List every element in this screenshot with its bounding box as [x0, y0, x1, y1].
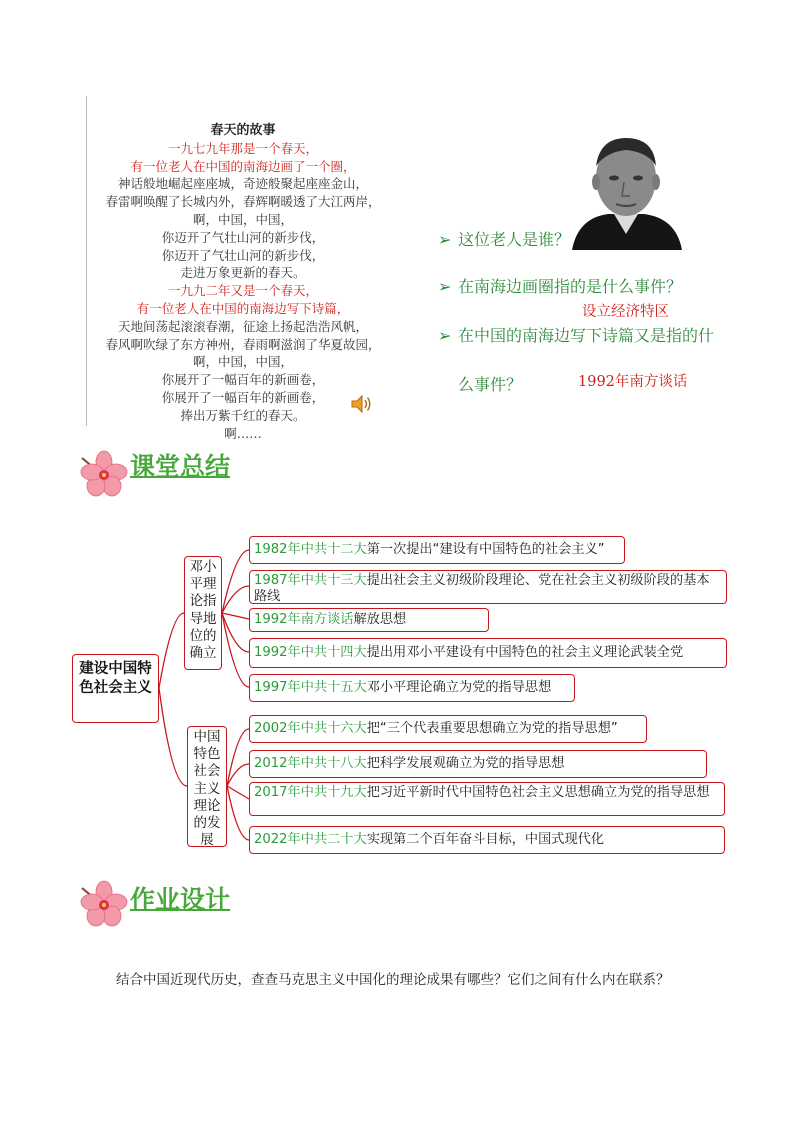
- leaf-event: 2022年中共二十大: [254, 832, 367, 847]
- poem-line: 春雷啊唤醒了长城内外，春辉啊暖透了大江两岸，: [105, 194, 381, 210]
- mindmap-leaf-2022: [249, 826, 725, 854]
- mindmap-leaf-2017: [249, 782, 725, 816]
- mindmap-leaf-1992-south: [249, 608, 489, 632]
- arrow-bullet-icon: ➢: [438, 277, 452, 296]
- leaf-content: 把习近平新时代中国特色社会主义思想确立为党的指导思想: [366, 785, 710, 800]
- homework-text: 结合中国近现代历史，查查马克思主义中国化的理论成果有哪些？它们之间有什么内在联系？: [116, 972, 670, 988]
- question-text: 这位老人是谁？: [458, 230, 571, 249]
- poem-line: 春风啊吹绿了东方神州，春雨啊滋润了华夏故园，: [105, 336, 381, 352]
- mindmap-leaf-1992-14th: [249, 638, 727, 668]
- poem-line: 一九七九年那是一个春天，: [167, 140, 318, 156]
- leaf-event: 1992年南方谈话: [254, 612, 354, 627]
- leaf-event: 1992年中共十四大: [254, 645, 367, 660]
- question-3-continued: 么事件？: [458, 375, 523, 394]
- mindmap-branch-deng-theory: 邓小平理论指导地位的确立: [184, 556, 222, 670]
- section-title-summary: 课堂总结: [130, 452, 231, 481]
- arrow-bullet-icon: ➢: [438, 326, 452, 345]
- leaf-content: 提出用邓小平建设有中国特色的社会主义理论武装全党: [366, 645, 684, 660]
- poem-line: 捧出万紫千红的春天。: [180, 407, 306, 423]
- poem-line: 有一位老人在中国的南海边写下诗篇，: [136, 300, 350, 316]
- leaf-event: 2002年中共十六大: [254, 721, 367, 736]
- arrow-bullet-icon: ➢: [438, 230, 452, 249]
- answer-3: 1992年南方谈话: [578, 374, 688, 390]
- leaf-content: 提出社会主义初级阶段理论、党在社会主义初级阶段的基本路线: [254, 573, 710, 604]
- answer-2: 设立经济特区: [582, 304, 669, 320]
- mindmap-branch-theory-development: 中国特色社会主义理论的发展: [187, 726, 227, 847]
- leaf-content: 解放思想: [353, 612, 407, 627]
- poem-title: 春天的故事: [210, 123, 276, 138]
- leaf-event: 1987年中共十三大: [254, 573, 367, 588]
- poem-line: 你迈开了气壮山河的新步伐，: [161, 229, 325, 245]
- leaf-event: 1997年中共十五大: [254, 680, 367, 695]
- mindmap-leaf-1982: [249, 536, 625, 564]
- leaf-content: 第一次提出“建设有中国特色的社会主义”: [366, 542, 605, 557]
- poem-line: 啊，中国，中国，: [192, 354, 293, 370]
- poem-line: 你展开了一幅百年的新画卷，: [161, 372, 325, 388]
- poem-line: 你展开了一幅百年的新画卷，: [161, 389, 325, 405]
- leaf-content: 实现第二个百年奋斗目标，中国式现代化: [366, 832, 605, 847]
- poem-line: 天地间荡起滚滚春潮，征途上扬起浩浩风帆，: [117, 318, 368, 334]
- mindmap-leaf-1997: [249, 674, 575, 702]
- mindmap-leaf-2002: [249, 715, 647, 743]
- poem-line: 走进万象更新的春天。: [180, 265, 306, 281]
- mindmap-leaf-2012: [249, 750, 707, 778]
- poem-line: 啊……: [224, 425, 262, 441]
- plum-blossom-icon: [76, 876, 132, 932]
- poem-line: 你迈开了气壮山河的新步伐，: [161, 247, 325, 263]
- leaf-content: 把科学发展观确立为党的指导思想: [366, 756, 565, 771]
- leaf-event: 2012年中共十八大: [254, 756, 367, 771]
- poem-line: 啊，中国，中国，: [192, 211, 293, 227]
- leaf-content: 邓小平理论确立为党的指导思想: [366, 680, 552, 695]
- poem-line: 有一位老人在中国的南海边画了一个圈，: [130, 158, 356, 174]
- question-text: 在中国的南海边写下诗篇又是指的什: [458, 326, 715, 345]
- poem-line: 一九九二年又是一个春天，: [167, 283, 318, 299]
- question-text: 在南海边画圈指的是什么事件？: [458, 277, 683, 296]
- mindmap-root: 建设中国特色社会主义: [72, 654, 159, 723]
- leaf-content: 把“三个代表重要思想确立为党的指导思想”: [366, 721, 618, 736]
- leaf-event: 1982年中共十二大: [254, 542, 367, 557]
- section-title-homework: 作业设计: [130, 885, 231, 914]
- poem-line: 神话般地崛起座座城，奇迹般聚起座座金山，: [117, 176, 368, 192]
- mindmap-leaf-1987: [249, 570, 727, 604]
- leaf-event: 2017年中共十九大: [254, 785, 367, 800]
